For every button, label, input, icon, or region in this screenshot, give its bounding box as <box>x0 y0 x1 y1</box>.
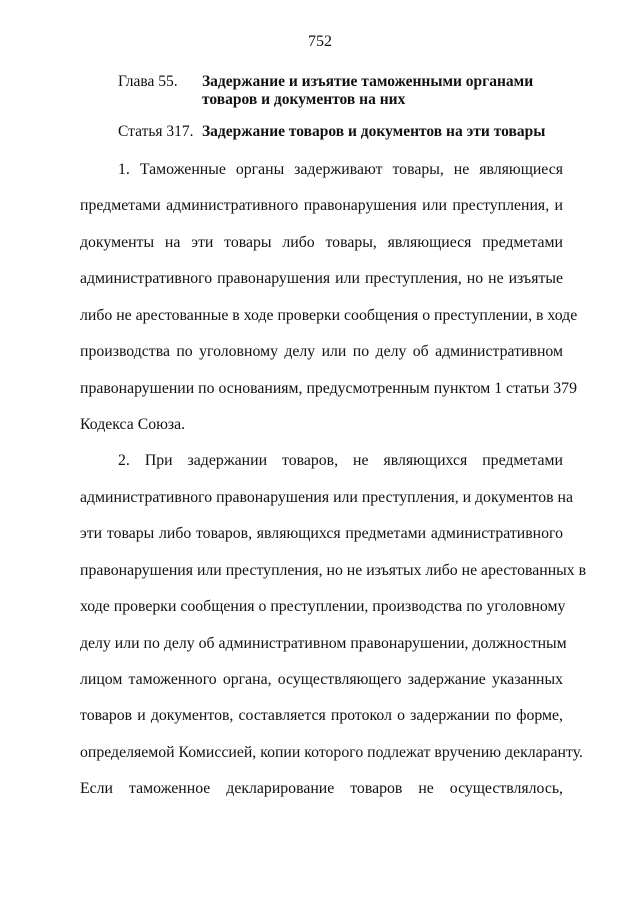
paragraph-1-line: документы на эти товары либо товары, являющиеся предметами <box>80 234 563 251</box>
chapter-title-line-2: товаров и документов на них <box>202 91 406 108</box>
paragraph-2-line: правонарушения или преступления, но не изъятых либо не арестованных в <box>80 562 587 579</box>
chapter-heading <box>118 73 578 109</box>
paragraph-2-line: ходе проверки сообщения о преступлении, производства по уголовному <box>80 598 566 615</box>
paragraph-1-line: производства по уголовному делу или по делу об административном <box>80 343 563 360</box>
chapter-title-line-1: Задержание и изъятие таможенными органами <box>202 73 534 90</box>
paragraph-2-line: эти товары либо товаров, являющихся предметами административного <box>80 525 563 542</box>
article-title: Задержание товаров и документов на эти товары <box>202 123 546 140</box>
paragraph-2-line: определяемой Комиссией, копии которого подлежат вручению декларанту. <box>80 744 583 761</box>
paragraph-1-line: либо не арестованные в ходе проверки сообщения о преступлении, в ходе <box>80 307 578 324</box>
paragraph-2-line: 2. При задержании товаров, не являющихся предметами <box>118 452 563 469</box>
paragraph-2-line: товаров и документов, составляется протокол о задержании по форме, <box>80 707 563 724</box>
paragraph-1-line: предметами административного правонарушения или преступления, и <box>80 197 563 214</box>
paragraph-2-line: административного правонарушения или преступления, и документов на <box>80 489 574 506</box>
chapter-title <box>202 73 572 109</box>
chapter-label: Глава 55. <box>118 73 178 90</box>
paragraph-1-line: 1. Таможенные органы задерживают товары, не являющиеся <box>118 161 563 178</box>
paragraph-1-line: Кодекса Союза. <box>80 416 186 433</box>
paragraph-2-line: делу или по делу об административном правонарушении, должностным <box>80 635 567 652</box>
paragraph-1-line: правонарушении по основаниям, предусмотренным пунктом 1 статьи 379 <box>80 380 577 397</box>
article-heading <box>118 123 578 141</box>
page-number: 752 <box>308 33 332 50</box>
paragraph-2-line: лицом таможенного органа, осуществляющего задержание указанных <box>80 671 563 688</box>
paragraph-1-line: административного правонарушения или преступления, но не изъятые <box>80 270 563 287</box>
article-label: Статья 317. <box>118 123 194 140</box>
paragraph-2-line: Если таможенное декларирование товаров не осуществлялось, <box>80 780 563 797</box>
